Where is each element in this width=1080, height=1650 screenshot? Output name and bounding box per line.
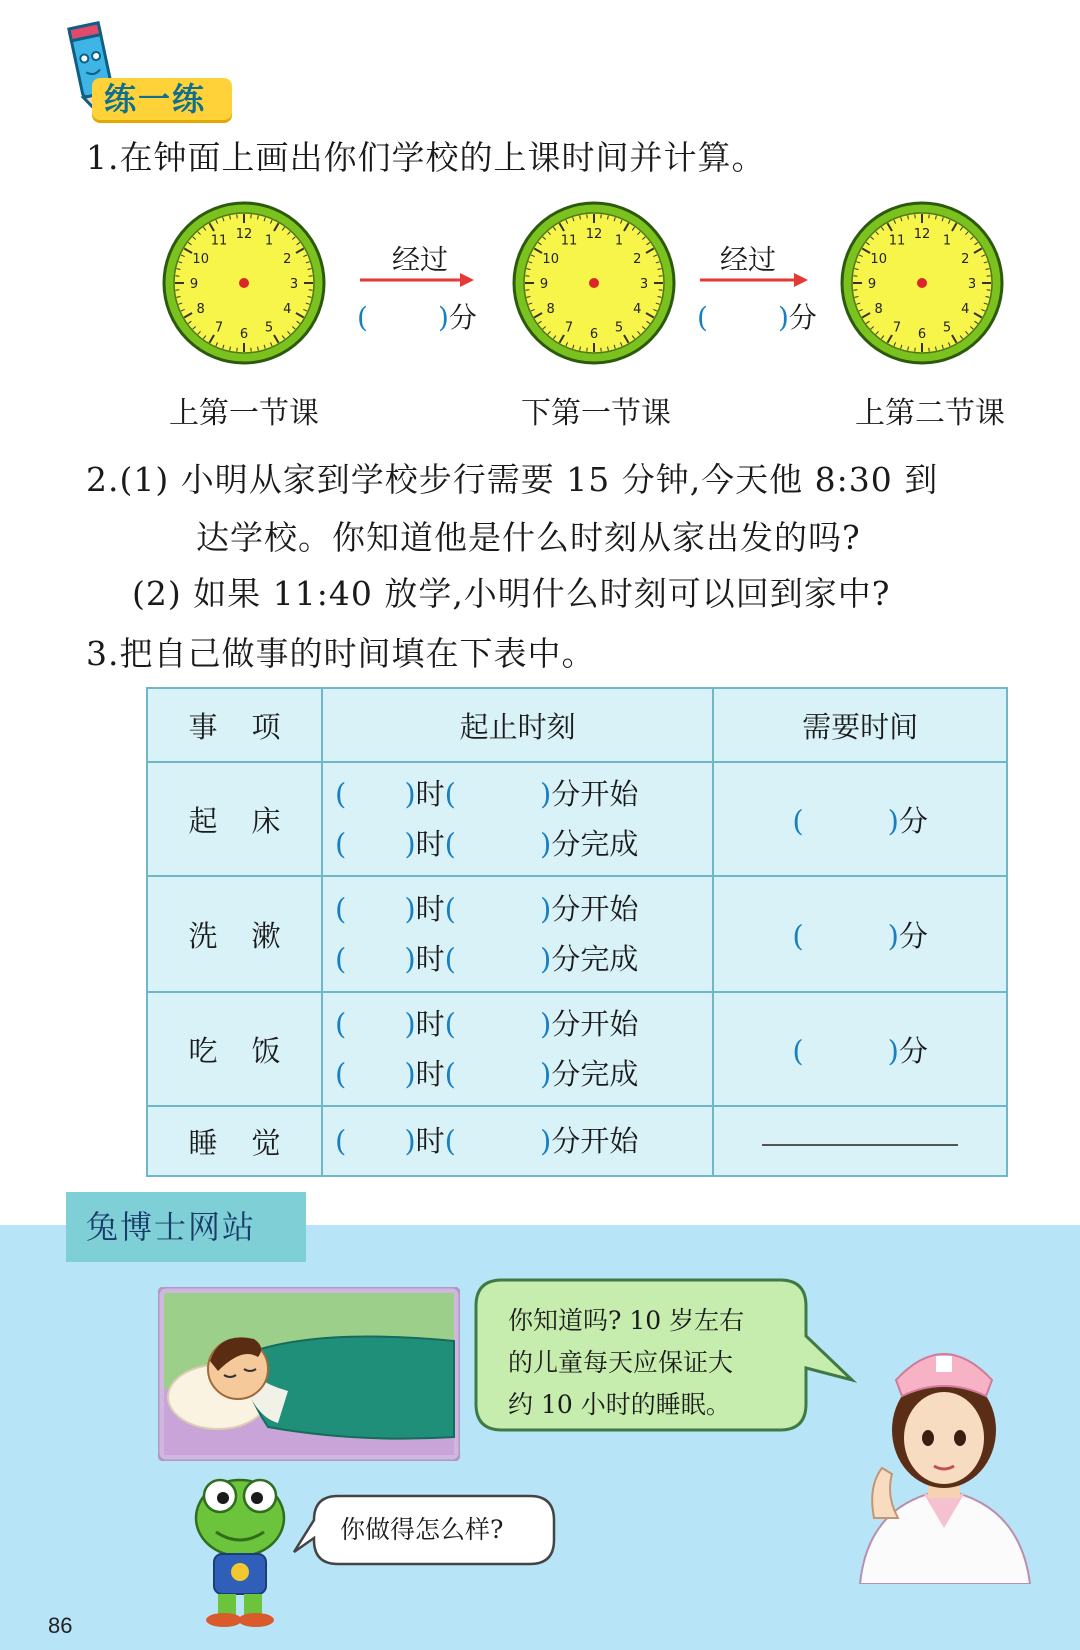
time-range-cell <box>322 1106 713 1176</box>
row-item: 吃饭 <box>147 992 322 1106</box>
clock-number: 6 <box>239 327 249 342</box>
clock-number: 8 <box>546 302 555 317</box>
clock-number: 1 <box>614 233 624 249</box>
clock-number: 12 <box>585 227 603 242</box>
clock-number: 5 <box>264 320 274 336</box>
clock-number: 9 <box>867 277 877 292</box>
time-record-table <box>146 687 1008 1177</box>
nurse-bubble-line-2: 的儿童每天应保证大 <box>508 1348 734 1377</box>
clock-number: 5 <box>942 320 952 336</box>
question-2-line-3: (2) 如果 11:40 放学,小明什么时刻可以回到家中? <box>132 574 891 613</box>
row-item: 起床 <box>147 762 322 876</box>
nurse-bubble-line-3: 约 10 小时的睡眠。 <box>508 1390 731 1419</box>
duration-blank[interactable]: ( )分 <box>713 762 1007 876</box>
question-2-line-2: 达学校。你知道他是什么时刻从家出发的吗? <box>196 518 861 557</box>
clock-number: 7 <box>892 320 902 336</box>
end-time-blank[interactable]: ( )时( )分完成 <box>335 1057 639 1091</box>
header-duration: 需要时间 <box>713 688 1007 762</box>
clock-number: 12 <box>913 227 931 242</box>
frog-bubble-text: 你做得怎么样? <box>340 1515 504 1544</box>
clock-number: 4 <box>283 302 292 317</box>
time-range-cell <box>322 762 713 876</box>
clock-row <box>0 195 1080 375</box>
clock-number: 2 <box>283 252 292 267</box>
clock-2-center <box>589 278 599 288</box>
clock-number: 6 <box>917 327 927 342</box>
site-title: 兔博士网站 <box>86 1208 257 1246</box>
header-time-range: 起止时刻 <box>322 688 713 762</box>
table-row <box>147 1106 1007 1176</box>
table-row <box>147 992 1007 1106</box>
question-3-text: 3.把自己做事的时间填在下表中。 <box>86 634 596 673</box>
practice-badge-label: 练一练 <box>104 80 207 118</box>
start-time-blank[interactable]: ( )时( )分开始 <box>335 1124 639 1158</box>
paren-close: ) <box>777 301 789 334</box>
clock-number: 12 <box>235 227 253 242</box>
duration-not-applicable <box>713 1106 1007 1176</box>
clock-number: 3 <box>967 277 977 292</box>
clock-number: 10 <box>870 252 887 267</box>
header-item: 事项 <box>147 688 322 762</box>
start-time-blank[interactable]: ( )时( )分开始 <box>335 777 639 811</box>
arrow-2-head <box>794 273 808 287</box>
clock-number: 2 <box>961 252 970 267</box>
unit-minute: 分 <box>788 301 817 334</box>
clock-number: 7 <box>214 320 224 336</box>
clock-number: 11 <box>888 233 906 249</box>
row-item: 洗漱 <box>147 876 322 992</box>
time-range-cell <box>322 992 713 1106</box>
question-1-text: 1.在钟面上画出你们学校的上课时间并计算。 <box>86 138 766 177</box>
sleeping-child-illustration <box>158 1287 460 1461</box>
clock-number: 8 <box>196 302 205 317</box>
unit-minute: 分 <box>448 301 477 334</box>
start-time-blank[interactable]: ( )时( )分开始 <box>335 1007 639 1041</box>
duration-blank[interactable]: ( )分 <box>713 876 1007 992</box>
row-item: 睡觉 <box>147 1106 322 1176</box>
duration-blank[interactable]: ( )分 <box>713 992 1007 1106</box>
arrow-1-head <box>460 273 474 287</box>
clock-number: 2 <box>633 252 642 267</box>
page-number: 86 <box>48 1613 73 1638</box>
clock-number: 11 <box>560 233 578 249</box>
clock-number: 1 <box>942 233 952 249</box>
clock-number: 4 <box>961 302 970 317</box>
paren-close: ) <box>437 301 449 334</box>
paren-open: ( <box>697 301 708 334</box>
clock-3-center <box>917 278 927 288</box>
clock-number: 3 <box>639 277 649 292</box>
clock-number: 7 <box>564 320 574 336</box>
clock-number: 9 <box>189 277 199 292</box>
clock-number: 6 <box>589 327 599 342</box>
clock-number: 3 <box>289 277 299 292</box>
clock-2-caption: 下第一节课 <box>521 396 671 431</box>
time-range-cell <box>322 876 713 992</box>
end-time-blank[interactable]: ( )时( )分完成 <box>335 942 639 976</box>
clock-number: 10 <box>542 252 559 267</box>
clock-number: 11 <box>210 233 228 249</box>
arrow-2-label: 经过 <box>720 243 777 276</box>
clock-number: 10 <box>192 252 209 267</box>
clock-1-center <box>239 278 249 288</box>
clock-1-caption: 上第一节课 <box>169 396 319 431</box>
interval-2-blank[interactable] <box>697 296 817 336</box>
paren-open: ( <box>357 301 368 334</box>
frog-mascot-illustration <box>190 1470 290 1628</box>
table-header-row <box>147 688 1007 762</box>
end-time-blank[interactable]: ( )时( )分完成 <box>335 827 639 861</box>
nurse-illustration <box>838 1318 1050 1584</box>
clock-number: 1 <box>264 233 274 249</box>
clock-3-caption: 上第二节课 <box>855 396 1005 431</box>
interval-1-blank[interactable] <box>357 296 477 336</box>
nurse-bubble-line-1: 你知道吗? 10 岁左右 <box>508 1306 745 1335</box>
question-2-line-1: 2.(1) 小明从家到学校步行需要 15 分钟,今天他 8:30 到 <box>86 460 939 499</box>
clock-number: 4 <box>633 302 642 317</box>
start-time-blank[interactable]: ( )时( )分开始 <box>335 892 639 926</box>
arrow-1-label: 经过 <box>392 243 449 276</box>
table-row <box>147 876 1007 992</box>
clock-number: 8 <box>874 302 883 317</box>
table-row <box>147 762 1007 876</box>
clock-number: 9 <box>539 277 549 292</box>
clock-number: 5 <box>614 320 624 336</box>
